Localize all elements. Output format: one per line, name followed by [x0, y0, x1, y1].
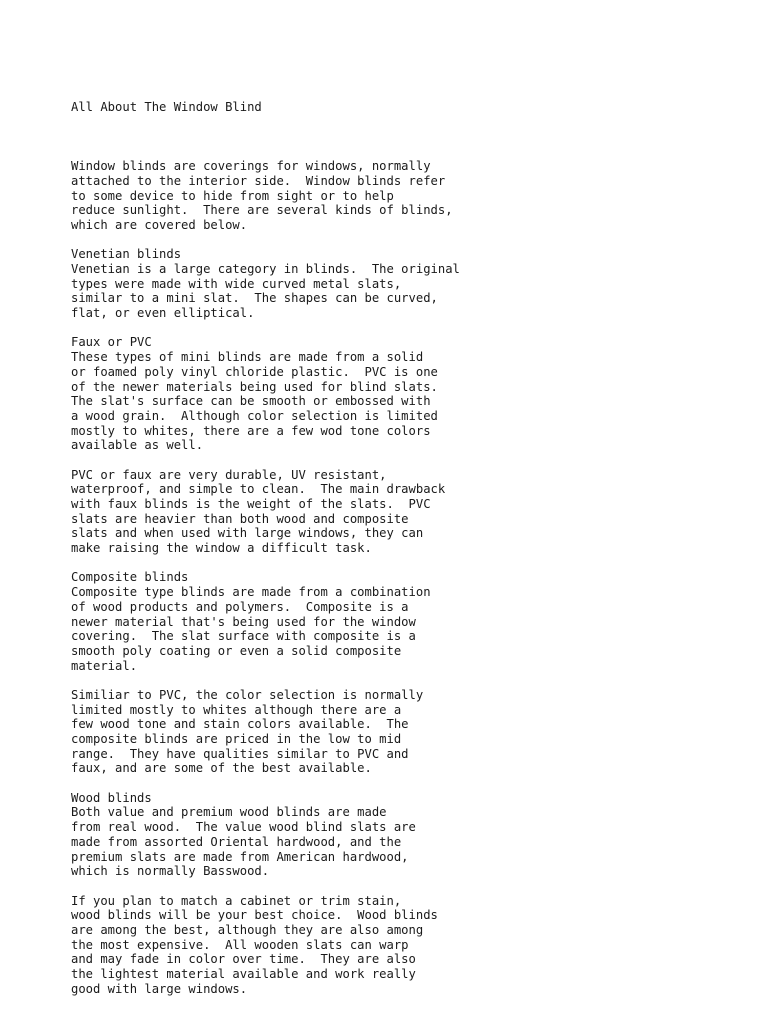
text-line: Composite blinds — [71, 570, 189, 585]
text-line: Faux or PVC — [71, 335, 152, 350]
paragraph — [71, 894, 731, 997]
text-line: waterproof, and simple to clean. The main drawback — [71, 482, 446, 497]
text-line: newer material that's being used for the window — [71, 614, 416, 629]
paragraph — [71, 468, 731, 556]
text-line: from real wood. The value wood blind slats are — [71, 820, 416, 835]
paragraph — [71, 159, 731, 232]
text-line: a wood grain. Although color selection is limited — [71, 408, 438, 423]
text-line: composite blinds are priced in the low to mid — [71, 732, 402, 747]
text-line: or foamed poly vinyl chloride plastic. PVC is one — [71, 364, 438, 379]
text-line: The slat's surface can be smooth or embossed with — [71, 394, 431, 409]
text-line: wood blinds will be your best choice. Wood blinds — [71, 908, 438, 923]
text-line: flat, or even elliptical. — [71, 306, 255, 321]
paragraph — [71, 570, 731, 673]
text-line: good with large windows. — [71, 981, 248, 996]
text-line: and may fade in color over time. They are also — [71, 952, 416, 967]
text-line: Venetian blinds — [71, 247, 182, 262]
text-line: the most expensive. All wooden slats can warp — [71, 937, 409, 952]
text-line: mostly to whites, there are a few wod tone colors — [71, 423, 431, 438]
paragraph — [71, 247, 731, 320]
document-title: All About The Window Blind — [71, 100, 262, 115]
text-line: These types of mini blinds are made from a solid — [71, 350, 424, 365]
text-line: similar to a mini slat. The shapes can be curved, — [71, 291, 438, 306]
text-line: which is normally Basswood. — [71, 864, 270, 879]
text-line: Venetian is a large category in blinds. The original — [71, 262, 460, 277]
text-line: Composite type blinds are made from a combination — [71, 585, 431, 600]
text-line: attached to the interior side. Window blinds refer — [71, 173, 446, 188]
text-line: which are covered below. — [71, 217, 248, 232]
text-line: types were made with wide curved metal slats, — [71, 276, 402, 291]
text-line: limited mostly to whites although there are a — [71, 702, 402, 717]
text-line: reduce sunlight. There are several kinds of blinds, — [71, 203, 453, 218]
text-line: made from assorted Oriental hardwood, and the — [71, 834, 402, 849]
text-line: of wood products and polymers. Composite is a — [71, 599, 409, 614]
text-line: PVC or faux are very durable, UV resistant, — [71, 467, 387, 482]
text-line: available as well. — [71, 438, 204, 453]
paragraph — [71, 335, 731, 453]
text-line: with faux blinds is the weight of the slats. PVC — [71, 497, 431, 512]
text-line: faux, and are some of the best available. — [71, 761, 372, 776]
text-line: slats are heavier than both wood and composite — [71, 511, 409, 526]
text-line: of the newer materials being used for blind slats. — [71, 379, 438, 394]
text-line: covering. The slat surface with composite is a — [71, 629, 416, 644]
text-line: smooth poly coating or even a solid composite — [71, 643, 402, 658]
document-body — [71, 71, 731, 1026]
text-line: slats and when used with large windows, they can — [71, 526, 424, 541]
paragraph-list — [71, 159, 731, 996]
text-line: material. — [71, 658, 138, 673]
text-line: Similiar to PVC, the color selection is normally — [71, 687, 424, 702]
text-line: range. They have qualities similar to PVC and — [71, 746, 409, 761]
text-line: If you plan to match a cabinet or trim stain, — [71, 893, 402, 908]
text-line: premium slats are made from American hardwood, — [71, 849, 409, 864]
paragraph — [71, 791, 731, 879]
text-line: few wood tone and stain colors available. The — [71, 717, 409, 732]
text-line: are among the best, although they are also among — [71, 922, 424, 937]
text-line: to some device to hide from sight or to help — [71, 188, 394, 203]
text-line: Both value and premium wood blinds are made — [71, 805, 387, 820]
text-line: the lightest material available and work really — [71, 967, 416, 982]
text-line: Window blinds are coverings for windows, normally — [71, 159, 431, 174]
text-line: make raising the window a difficult task. — [71, 541, 372, 556]
text-line: Wood blinds — [71, 790, 152, 805]
paragraph — [71, 688, 731, 776]
